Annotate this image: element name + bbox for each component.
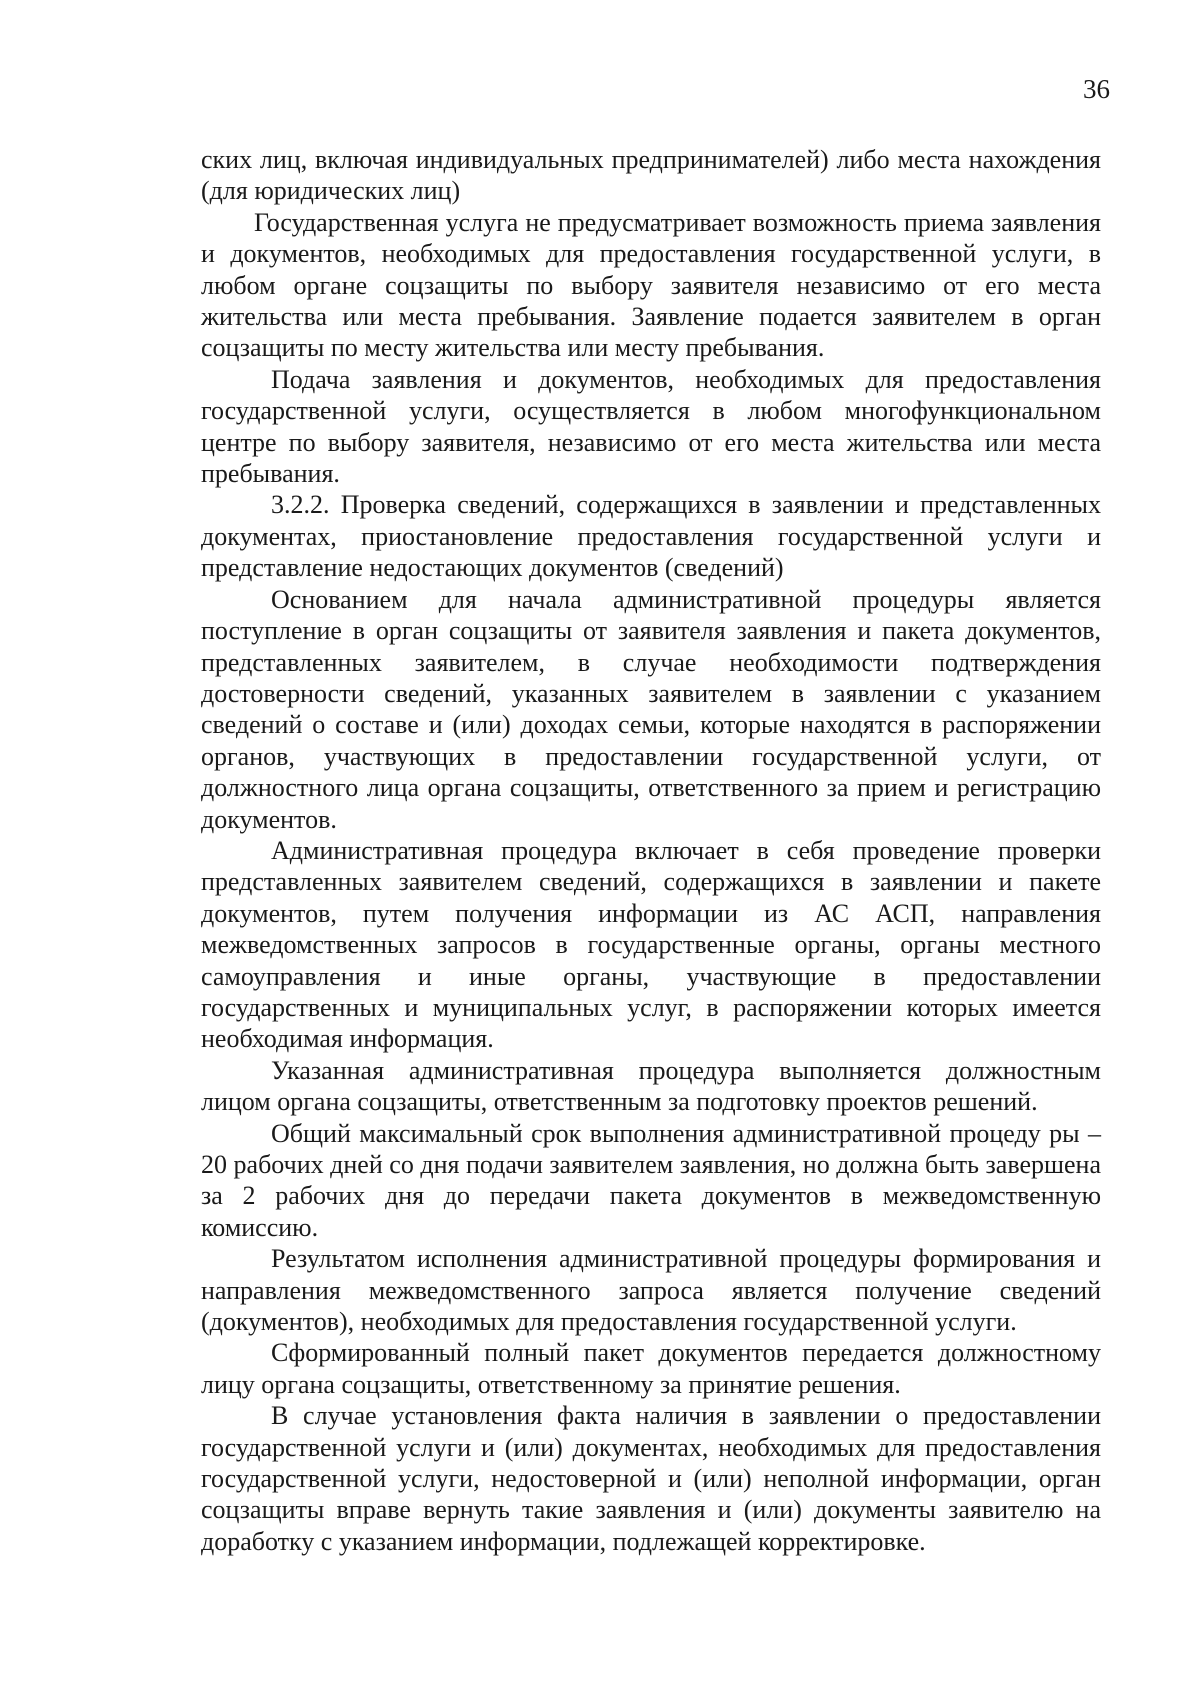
paragraph-2: Государственная услуга не предусматривает возможность приема заявления и документов, необходимых для предоставления государственной услуги, в любом органе соцзащиты по выбору заявителя независимо от его места жительства или места пребывания. Заявление подается заявителем в орган соцзащиты по месту жительства или месту пребывания. <box>201 207 1101 363</box>
paragraph-5: Основанием для начала административной процедуры является поступление в орган соцзащиты от заявителя заявления и пакета документов, представленных заявителем, в случае необходимости подтверждения достоверности сведений, указанных заявителем в заявлении с указанием сведений о составе и (или) доходах семьи, которые находятся в распоряжении органов, участвующих в предоставлении государственной услуги, от должностного лица органа соцзащиты, ответственного за прием и регистрацию документов. <box>201 584 1101 834</box>
paragraph-9: Результатом исполнения административной процедуры формирования и направления межведомственного запроса является получение сведений (документов), необходимых для предоставления государственной услуги. <box>201 1244 1101 1337</box>
section-heading-3-2-2: 3.2.2. Проверка сведений, содержащихся в заявлении и представленных документах, приостановление предоставления государственной услуги и представление недостающих документов (сведений) <box>201 490 1101 583</box>
paragraph-1: ских лиц, включая индивидуальных предпринимателей) либо места нахождения (для юридических лиц) <box>201 145 1101 206</box>
paragraph-7: Указанная административная процедура выполняется должностным лицом органа соцзащиты, ответственным за подготовку проектов решений. <box>201 1055 1101 1117</box>
paragraph-3: Подача заявления и документов, необходимых для предоставления государственной услуги, осуществляется в любом многофункциональном центре по выбору заявителя, независимо от его места жительства или места пребывания. <box>201 364 1101 489</box>
paragraph-10: Сформированный полный пакет документов передается должностному лицу органа соцзащиты, ответственному за принятие решения. <box>201 1338 1101 1399</box>
paragraph-8: Общий максимальный срок выполнения административной процеду ры – 20 рабочих дней со дня подачи заявителем заявления, но должна быть завершена за 2 рабочих дня до передачи пакета документов в межведомственную комиссию. <box>201 1118 1101 1242</box>
paragraph-6: Административная процедура включает в себя проведение проверки представленных заявителем сведений, содержащихся в заявлении и пакете документов, путем получения информации из АС АСП, направления межведомственных запросов в государственные органы, органы местного самоуправления и иные органы, участвующие в предоставлении государственных и муниципальных услуг, в распоряжении которых имеется необходимая информация. <box>201 835 1101 1054</box>
paragraph-11: В случае установления факта наличия в заявлении о предоставлении государственной услуги и (или) документах, необходимых для предоставления государственной услуги, недостоверной и (или) неполной информации, орган соцзащиты вправе вернуть такие заявления и (или) документы заявителю на доработку с указанием информации, подлежащей корректировке. <box>201 1401 1101 1556</box>
body-text <box>201 144 1101 1557</box>
page-number: 36 <box>1083 74 1110 104</box>
